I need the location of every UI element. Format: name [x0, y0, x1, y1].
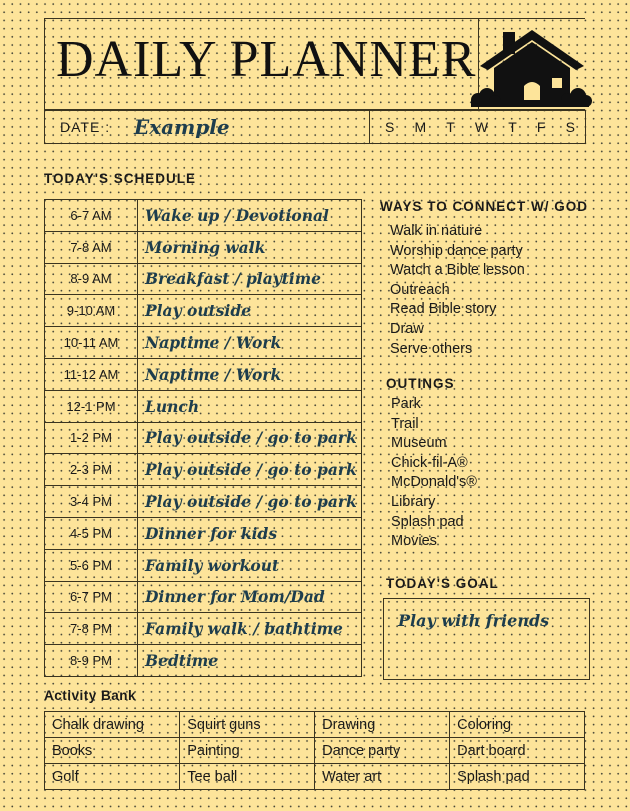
outings-title: OUTINGS [386, 376, 455, 391]
list-item: Watch a Bible lesson [390, 262, 525, 279]
activity-cell: Splash pad [450, 764, 585, 790]
schedule-activity: Breakfast / playtime [138, 263, 362, 295]
schedule-time: 2-3 PM [45, 454, 138, 486]
schedule-row [45, 517, 362, 549]
schedule-activity: Play outside / go to park [138, 422, 362, 454]
schedule-time: 9-10 AM [45, 295, 138, 327]
schedule-activity: Lunch [138, 390, 362, 422]
day-tuesday: T [446, 119, 455, 135]
schedule-time: 10-11 AM [45, 327, 138, 359]
list-item: Worship dance party [390, 242, 523, 259]
ways-list [390, 222, 525, 359]
activity-bank-row [45, 738, 585, 764]
schedule-time: 3-4 PM [45, 486, 138, 518]
schedule-activity: Bedtime [138, 645, 362, 677]
day-wednesday: W [474, 119, 489, 135]
list-item: Serve others [390, 340, 473, 357]
activity-bank-row [45, 712, 585, 738]
day-monday: M [414, 119, 427, 135]
schedule-time: 11-12 AM [45, 358, 138, 390]
list-item: Trail [391, 415, 419, 432]
schedule-activity: Play outside / go to park [138, 486, 362, 518]
page-title: DAILY PLANNER [56, 31, 477, 88]
day-saturday: S [565, 119, 575, 135]
activity-cell: Coloring [450, 712, 585, 738]
activity-cell: Painting [180, 738, 315, 764]
schedule-row [45, 358, 362, 390]
schedule-activity: Family workout [138, 549, 362, 581]
schedule-row [45, 581, 362, 613]
activity-cell: Water art [315, 764, 450, 790]
activity-bank-title: Activity Bank [44, 688, 137, 703]
schedule-time: 12-1 PM [45, 390, 138, 422]
schedule-activity: Dinner for Mom/Dad [138, 581, 362, 613]
schedule-activity: Naptime / Work [138, 327, 362, 359]
activity-cell: Tee ball [180, 764, 315, 790]
list-item: Walk in nature [390, 223, 483, 239]
schedule-row [45, 390, 362, 422]
schedule-row [45, 200, 362, 232]
schedule-row [45, 295, 362, 327]
outings-list [391, 395, 477, 552]
schedule-activity: Wake up / Devotional [138, 200, 362, 232]
days-divider [369, 110, 370, 143]
activity-cell: Golf [45, 764, 180, 790]
ways-title: WAYS TO CONNECT W/ GOD [380, 199, 589, 214]
schedule-row [45, 645, 362, 677]
goal-title: TODAY'S GOAL [386, 576, 499, 591]
schedule-row [45, 486, 362, 518]
schedule-row [45, 613, 362, 645]
goal-text: Play with friends [398, 611, 550, 630]
schedule-table [44, 199, 362, 677]
schedule-time: 7-8 AM [45, 231, 138, 263]
schedule-activity: Play outside / go to park [138, 454, 362, 486]
list-item: Movies [391, 533, 437, 550]
activity-cell: Books [45, 738, 180, 764]
schedule-time: 6-7 AM [45, 200, 138, 232]
schedule-time: 8-9 AM [45, 263, 138, 295]
schedule-row [45, 549, 362, 581]
schedule-title: TODAY'S SCHEDULE [44, 171, 196, 186]
house-icon [468, 28, 592, 110]
list-item: Chick-fil-A® [391, 454, 468, 471]
schedule-activity: Play outside [138, 295, 362, 327]
list-item: McDonald's® [391, 474, 477, 491]
schedule-row [45, 263, 362, 295]
date-label: DATE : [60, 119, 111, 135]
day-friday: F [536, 119, 546, 135]
activity-cell: Chalk drawing [45, 712, 180, 738]
list-item: Library [391, 493, 436, 510]
list-item: Read Bible story [390, 301, 497, 318]
schedule-time: 4-5 PM [45, 517, 138, 549]
list-item: Draw [390, 320, 424, 337]
schedule-activity: Family walk / bathtime [138, 613, 362, 645]
schedule-activity: Morning walk [138, 231, 362, 263]
list-item: Park [391, 396, 421, 412]
schedule-row [45, 454, 362, 486]
schedule-row [45, 327, 362, 359]
activity-cell: Squirt guns [180, 712, 315, 738]
schedule-time: 1-2 PM [45, 422, 138, 454]
weekday-letters [385, 119, 575, 135]
activity-cell: Dart board [450, 738, 585, 764]
schedule-time: 7-8 PM [45, 613, 138, 645]
day-sunday: S [385, 119, 395, 135]
schedule-activity: Naptime / Work [138, 358, 362, 390]
list-item: Splash pad [391, 513, 464, 530]
list-item: Museum [391, 435, 447, 452]
schedule-row [45, 231, 362, 263]
schedule-row [45, 422, 362, 454]
schedule-time: 8-9 PM [45, 645, 138, 677]
schedule-time: 5-6 PM [45, 549, 138, 581]
list-item: Outreach [390, 281, 450, 298]
schedule-time: 6-7 PM [45, 581, 138, 613]
day-thursday: T [508, 119, 517, 135]
schedule-activity: Dinner for kids [138, 517, 362, 549]
activity-cell: Dance party [315, 738, 450, 764]
activity-cell: Drawing [315, 712, 450, 738]
date-value: Example [134, 115, 230, 139]
activity-bank-table [44, 711, 585, 790]
activity-bank-row [45, 764, 585, 790]
